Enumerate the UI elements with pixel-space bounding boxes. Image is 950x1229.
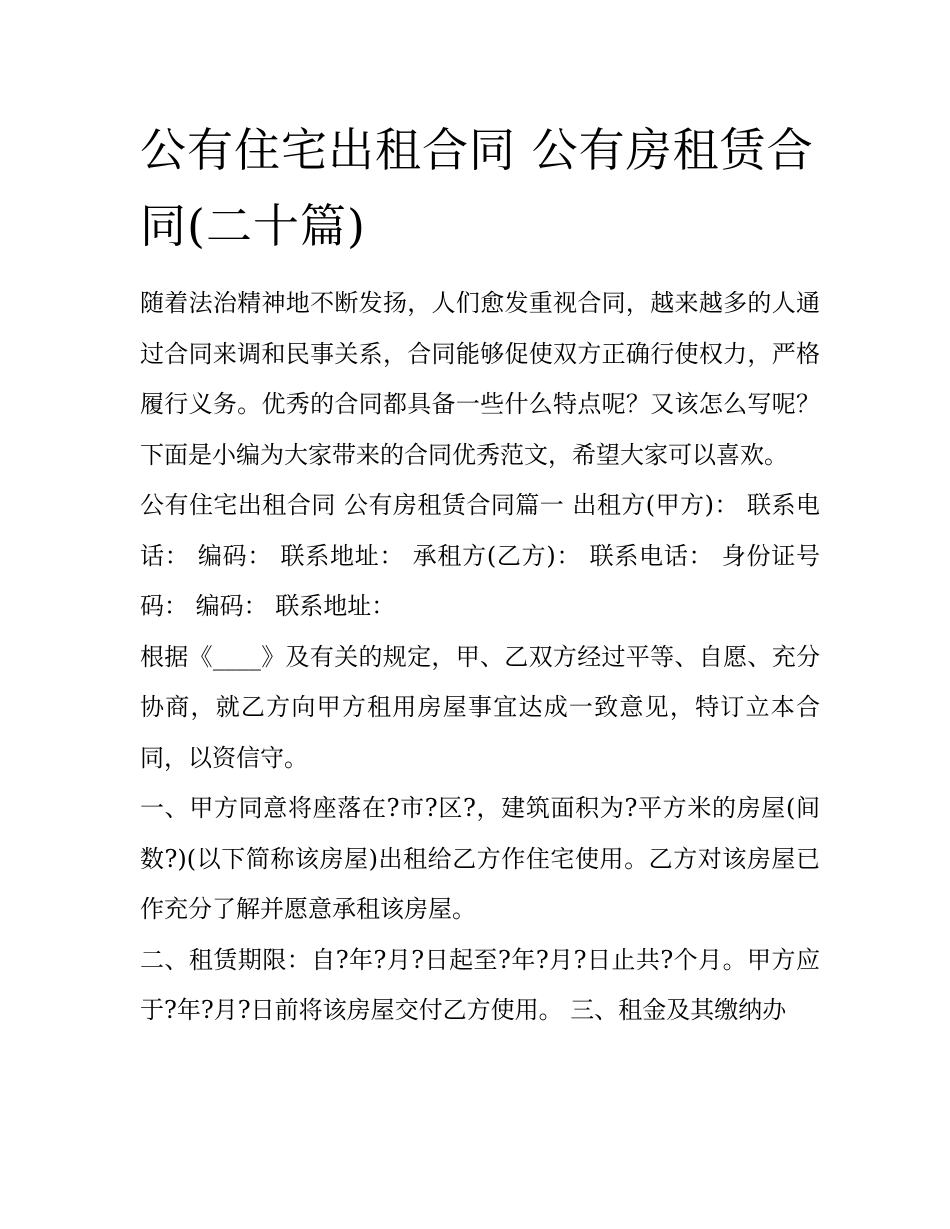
intro-paragraph: 随着法治精神地不断发扬，人们愈发重视合同，越来越多的人通过合同来调和民事关系，合同能够促使双方正确行使权力，严格履行义务。优秀的合同都具备一些什么特点呢？又该怎么写呢？下面是小编为大家带来的合同优秀范文，希望大家可以喜欢。 [140,289,820,469]
document-body [140,278,820,1036]
parties-paragraph: 公有住宅出租合同 公有房租赁合同篇一 出租方(甲方)： 联系电话： 编码： 联系地址： 承租方(乙方)： 联系电话： 身份证号码： 编码： 联系地址： [140,491,820,620]
clause-one-paragraph: 一、甲方同意将座落在?市?区?，建筑面积为?平方米的房屋(间数?)(以下简称该房屋)出租给乙方作住宅使用。乙方对该房屋已作充分了解并愿意承租该房屋。 [140,794,820,923]
clause-two-paragraph: 二、租赁期限：自?年?月?日起至?年?月?日止共?个月。甲方应于?年?月?日前将该房屋交付乙方使用。 三、租金及其缴纳办 [140,945,820,1024]
basis-paragraph: 根据《____》及有关的规定，甲、乙双方经过平等、自愿、充分协商，就乙方向甲方租用房屋事宜达成一致意见，特订立本合同，以资信守。 [140,642,820,772]
document-title: 公有住宅出租合同 公有房租赁合同(二十篇) [140,123,814,253]
